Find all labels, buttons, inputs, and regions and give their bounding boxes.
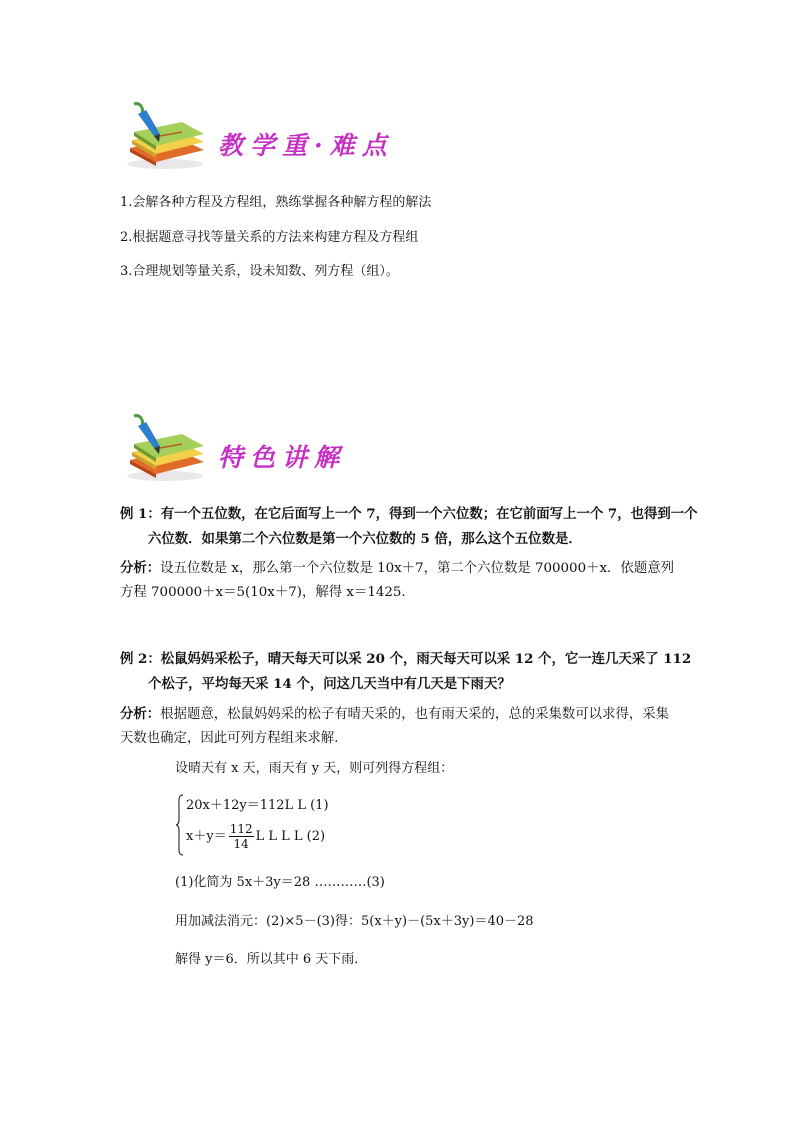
heading-title: 教学重·难点 bbox=[218, 131, 394, 160]
analysis-text: 设五位数是 x，那么第一个六位数是 10x＋7，第二个六位数是 700000＋x．依题意列方程 700000＋x＝5(10x＋7)，解得 x＝1425． bbox=[120, 561, 674, 600]
fraction bbox=[229, 822, 254, 851]
book-pencil-icon bbox=[120, 412, 210, 482]
equation-2-left: x＋y＝ bbox=[186, 829, 227, 844]
book-pencil-icon bbox=[120, 100, 210, 170]
equation-2 bbox=[186, 822, 325, 851]
section-heading-featured bbox=[120, 412, 520, 482]
analysis-label: 分析： bbox=[120, 560, 161, 576]
example-label: 例 2： bbox=[120, 651, 161, 667]
example-1-analysis bbox=[120, 556, 680, 605]
section-heading-key-points bbox=[120, 100, 520, 170]
key-point-1: 1.会解各种方程及方程组，熟练掌握各种解方程的解法 bbox=[120, 195, 432, 210]
key-point-2: 2.根据题意寻找等量关系的方法来构建方程及方程组 bbox=[120, 230, 419, 245]
heading-title: 特色讲解 bbox=[218, 443, 347, 472]
example-2-analysis bbox=[120, 702, 680, 751]
equation-2-right: L L L L (2) bbox=[255, 829, 326, 844]
elimination-line: 用加减法消元：(2)×5－(3)得：5(x＋y)－(5x＋3y)＝40－28 bbox=[175, 914, 534, 929]
result-line: 解得 y＝6．所以其中 6 天下雨． bbox=[175, 952, 368, 967]
simplify-line: (1)化简为 5x＋3y＝28 …………(3) bbox=[175, 875, 385, 890]
key-point-3: 3.合理规划等量关系，设未知数、列方程（组）。 bbox=[120, 264, 399, 279]
example-1 bbox=[120, 502, 708, 552]
example-text: 有一个五位数，在它后面写上一个 7，得到一个六位数；在它前面写上一个 7，也得到一个六位数．如果第二个六位数是第一个六位数的 5 倍，那么这个五位数是． bbox=[148, 506, 698, 547]
equation-1: 20x＋12y＝112L L (1) bbox=[186, 798, 329, 813]
left-brace bbox=[175, 794, 185, 856]
setup-line: 设晴天有 x 天，雨天有 y 天，则可列得方程组： bbox=[175, 761, 454, 776]
fraction-denominator: 14 bbox=[233, 837, 249, 851]
analysis-label: 分析： bbox=[120, 706, 161, 722]
example-2 bbox=[120, 647, 708, 697]
fraction-numerator: 112 bbox=[229, 822, 253, 836]
example-text: 松鼠妈妈采松子，晴天每天可以采 20 个，雨天每天可以采 12 个，它一连几天采了 112 个松子，平均每天采 14 个，问这几天当中有几天是下雨天？ bbox=[148, 651, 692, 692]
analysis-text: 根据题意，松鼠妈妈采的松子有晴天采的，也有雨天采的，总的采集数可以求得，采集天数也确定，因此可列方程组来求解． bbox=[120, 707, 670, 746]
example-label: 例 1： bbox=[120, 506, 161, 522]
